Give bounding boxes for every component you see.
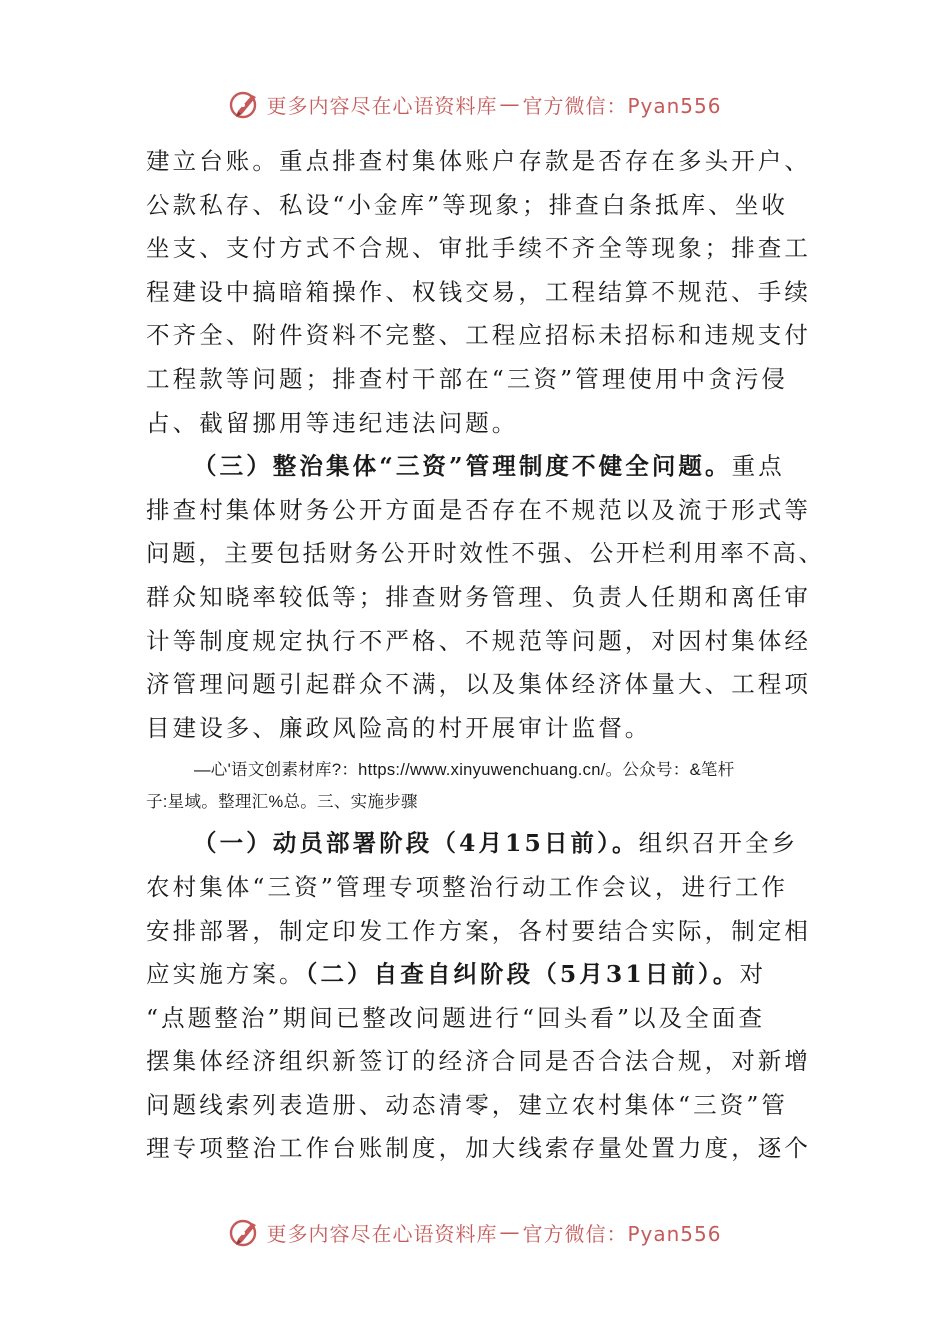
text-line: 排查村集体财务公开方面是否存在不规范以及流于形式等: [146, 495, 811, 524]
pen-nib-icon: [228, 87, 262, 121]
text-run: 组织召开全乡: [638, 829, 799, 858]
text-line: 理专项整治工作台账制度，加大线索存量处置力度，逐个: [146, 1134, 811, 1163]
text-line: 安排部署，制定印发工作方案，各村要结合实际，制定相: [146, 916, 811, 945]
footer-banner: [0, 1212, 950, 1252]
text-line: 程建设中搞暗箱操作、权钱交易，工程结算不规范、手续: [146, 277, 811, 306]
text-line: 公款私存、私设“小金库”等现象；排查白条抵库、坐收: [146, 190, 789, 219]
text-line: “点题整治”期间已整改问题进行“回头看”以及全面查: [146, 1003, 766, 1032]
text-line: [146, 822, 806, 866]
text-line: 问题，主要包括财务公开时效性不强、公开栏利用率不高、: [146, 539, 825, 568]
text-run: 重点: [731, 452, 785, 481]
section-heading: （一）动员部署阶段（4月15日前）。: [193, 829, 639, 858]
text-line: 计等制度规定执行不严格、不规范等问题，对因村集体经: [146, 626, 811, 655]
text-line: [146, 953, 806, 997]
text-line: [146, 445, 806, 489]
banner-text: 更多内容尽在心语资料库: [266, 93, 498, 118]
text-line: 摆集体经济组织新签订的经济合同是否合法合规，对新增: [146, 1047, 811, 1076]
text-line: 农村集体“三资”管理专项整治行动工作会议，进行工作: [146, 872, 789, 901]
note-line: 子:星域。整理汇%总。三、实施步骤: [146, 793, 418, 812]
text-run: 应实施方案。: [146, 960, 306, 989]
text-line: 济管理问题引起群众不满，以及集体经济体量大、工程项: [146, 670, 811, 699]
text-line: 问题线索列表造册、动态清零，建立农村集体“三资”管: [146, 1090, 789, 1119]
document-body: [146, 140, 825, 1171]
text-run: 对: [739, 960, 767, 989]
text-line: 目建设多、廉政风险高的村开展审计监督。: [146, 713, 652, 742]
section-heading: （二）自查自纠阶段（5月31日前）。: [305, 960, 740, 989]
text-line: 坐支、支付方式不合规、审批手续不齐全等现象；排查工: [146, 234, 811, 263]
paragraph-section-three: [146, 445, 825, 750]
note-line: —心'语文创素材库?：https://www.xinyuwenchuang.cn/。公众号：&笔杆: [194, 761, 735, 780]
banner-text: 更多内容尽在心语资料库: [266, 1221, 498, 1246]
text-line: 不齐全、附件资料不完整、工程应招标未招标和违规支付: [146, 321, 811, 350]
header-banner: [0, 84, 950, 124]
banner-contact: 官方微信：Pyan556: [522, 1221, 722, 1246]
text-line: 群众知晓率较低等；排查财务管理、负责人任期和离任审: [146, 582, 811, 611]
section-heading: （三）整治集体“三资”管理制度不健全问题。: [193, 452, 732, 481]
pen-nib-icon: [228, 1215, 262, 1249]
banner-separator: —: [499, 1220, 521, 1244]
text-line: 建立台账。重点排查村集体账户存款是否存在多头开户、: [146, 147, 811, 175]
text-line: 占、截留挪用等违纪违法问题。: [146, 408, 519, 437]
source-note: [146, 754, 806, 818]
paragraph-implementation: [146, 822, 811, 1171]
banner-separator: —: [499, 92, 521, 116]
paragraph-ledger: [146, 140, 811, 445]
banner-contact: 官方微信：Pyan556: [522, 93, 722, 118]
text-line: 工程款等问题；排查村干部在“三资”管理使用中贪污侵: [146, 364, 789, 393]
